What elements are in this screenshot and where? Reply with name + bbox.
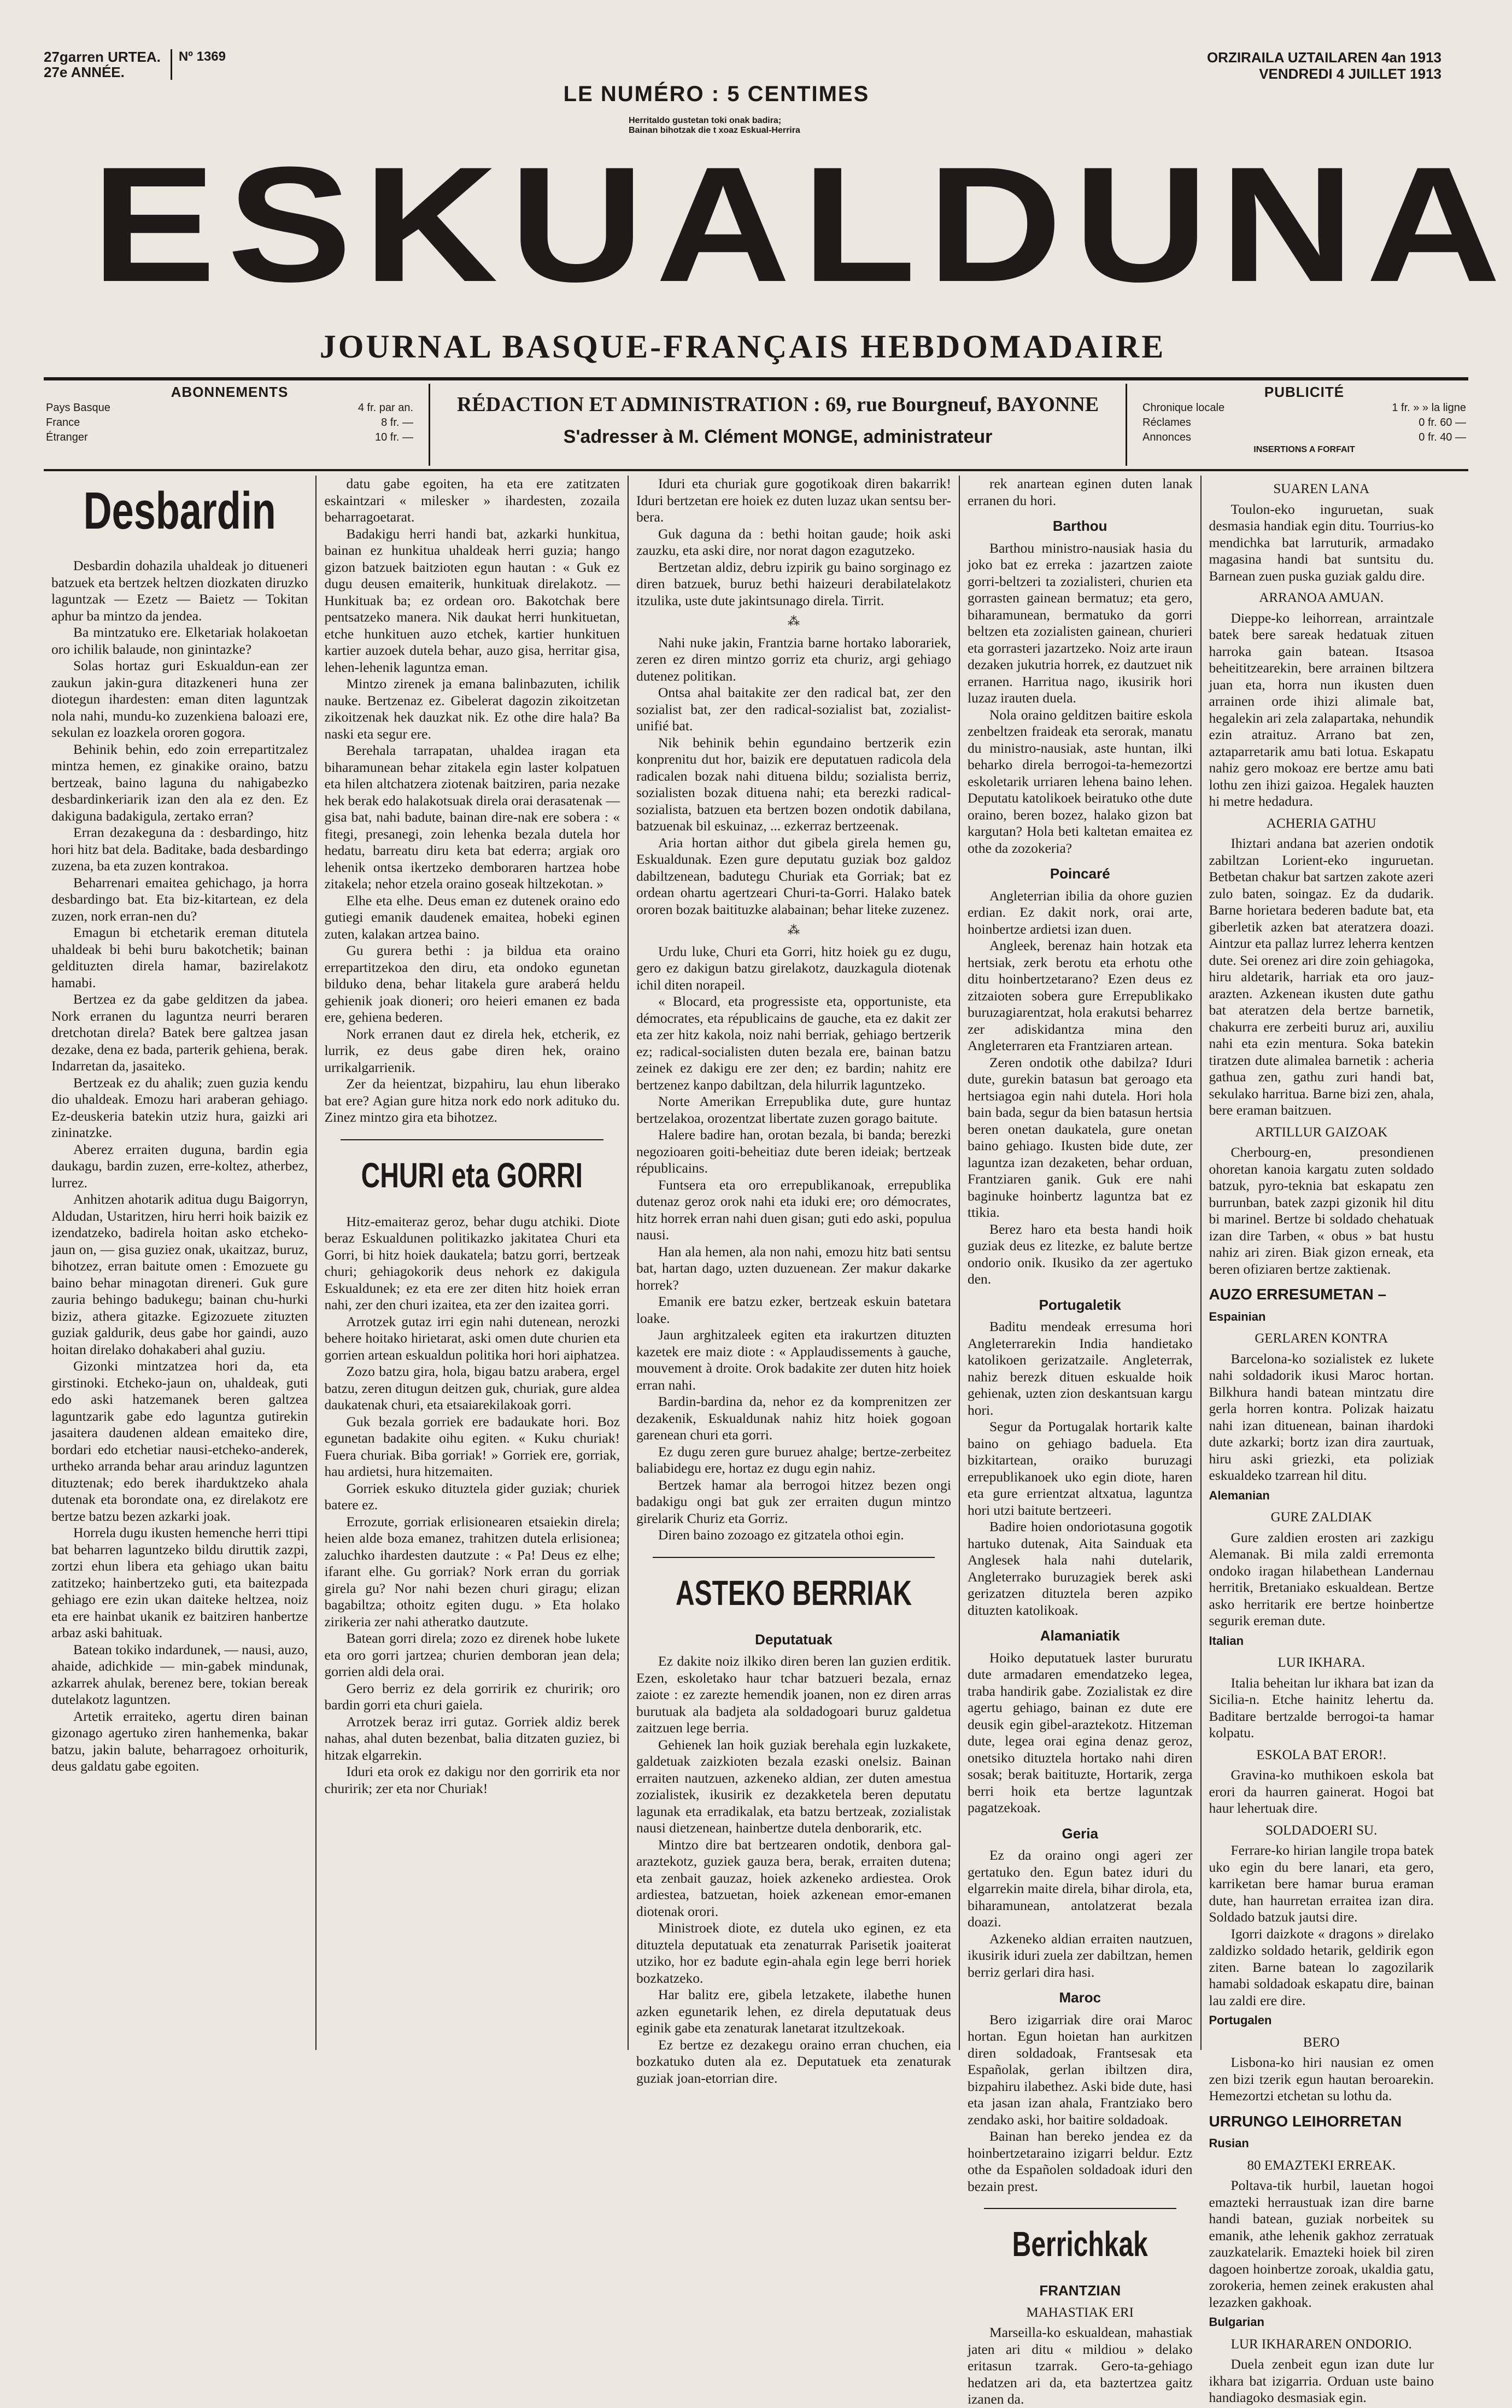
info-bar	[44, 384, 1468, 466]
paragraph: Berez haro eta besta handi hoik guziak deus ez litezke, ez balute bertze ondorio onik. Ikusiko da zer agertuko den.	[967, 1221, 1193, 1287]
article-body	[636, 635, 951, 918]
paragraph: Har balitz ere, gibela letzakete, ilabethe hunen azken egunetarik lehen, ez direla deputatuak deus eginik gabe eta zenaturak lanetarat itzultzekoak.	[636, 1987, 951, 2036]
country-label: Portugalen	[1209, 2013, 1272, 2027]
advertising-note: INSERTIONS A FORFAIT	[1253, 445, 1355, 454]
paragraph: Norte Amerikan Errepublika dute, gure huntaz bertzelakoa, orozentzat libertate zuzen gorago baitute.	[636, 1093, 951, 1126]
paragraph: Diren baino zozoago ez gitzatela othoi egin.	[658, 1527, 904, 1543]
country-label: Espainian	[1209, 1309, 1266, 1323]
paragraph: « Blocard, eta progressiste eta, opportuniste, eta démocrates, eta républicains de gauche, eta ez dakit zer eta zer hitz kakola, noiz nahi berriak, gehiago bertzerik ez; radical-socialisten duten bezala ere, bainan batzu zeinek ez dakigu ere zer den; ez bardin; nahitz ere bertzenez kanpo dabiltzan, dela hilurrik laguntzeko.	[636, 993, 951, 1093]
news-items	[1209, 481, 1434, 2406]
paragraph: Bero izigarriak dire orai Maroc hortan. Egun hoietan han aurkitzen diren soldadoak, Frantsesak eta Españolak, gerlan ibiltzen dira, bizpahiru ilabethez. Aski bide dute, hasi eta jasan izan ahala, Frantziako bero zendako aski, hor baitire soldadoak.	[967, 2011, 1193, 2128]
advertising-box	[1140, 384, 1468, 466]
price: LE NUMÉRO : 5 CENTIMES	[563, 82, 870, 106]
item-title: GERLAREN KONTRA	[1255, 1331, 1388, 1346]
masthead-title: ESKUALDUNA	[91, 132, 1512, 316]
paragraph: Gizonki mintzatzea hori da, eta girstinoki. Etcheko-jaun on, uhaldeak, guti edo aski hatzemanek beren galtzea laguntzarik gabe edo laguntza gutirekin jasaitera daudenen aldean emaiteko dire, bordari edo etchetiar nausi-etcheko-anderek, urtheko arranda behar arau arinduz laguntzen dituztenak; edo berek iharduktzeko ahala dutenak eta borondate ona, ez direlakotz ere bertze batzu bezen azkarki joak.	[51, 1358, 308, 1524]
paragraph: Nork erranen daut ez direla hek, etcherik, ez lurrik, ez deus gabe diren hek, oraino urrikalgarrienik.	[324, 1026, 620, 1075]
top-bar	[44, 49, 1441, 109]
paragraph: Italia beheitan lur ikhara bat izan da Sicilia-n. Etche hainitz lehertu da. Baditare bertzalde berrogoi-ta hamar kolpatu.	[1209, 1674, 1434, 1741]
paragraph: Ez bertze ez dezakegu oraino erran chuchen, eia bozkatuko duten ala ez. Deputatuek eta zenaturak guziak joan-etorrian dire.	[636, 2036, 951, 2086]
paragraph: Errozute, gorriak erlisionearen etsaiekin direla; heien alde boza emanez, trahitzen dutela erlisionea; zaluchko ihardesten dautzute : « Pa! Deus ez elhe; ifarant elhe. Gu gorriak? Nork erran du gorriak girela gu? Nor nahi bezen churi giragu; elizan bagabiltza; othoitz egiten dugu. » Eta holako zirikeria zer nahi atheratko dautzute.	[324, 1513, 620, 1630]
article-body	[968, 2324, 1193, 2408]
paragraph: Nik behinik behin egundaino bertzerik ezin konprenitu dut hor, baizik ere deputatuen radicola dela radicalen bozak nahi dituena bildu; sozialista berriz, sozialisten bozak dituena nahi; eta berezki radical-sozialista, batzuen eta bertzen bozen ondotik dabilana, batzuenak bil eskuinaz, ... ezkerraz bertzeenak.	[636, 734, 951, 834]
paragraph: Guk daguna da : bethi hoitan gaude; hoik aski zauzku, eta aski dire, nor norat dagon ezagutzeko.	[636, 525, 951, 558]
paragraph: Ez dugu zeren gure buruez ahalge; bertze-zerbeitez baliabidegu ere, hortaz ez dugu egin nahiz.	[636, 1443, 951, 1476]
paragraph: Hoiko deputatuek laster bururatu dute armadaren emendatzeko legea, traba handirik gabe. Zozialistak ez dire agertu gehiago, bainan ez dute ere deusik egin gibel-araztekotz. Hitzeman dute, legea orai egina denaz geroz, onetsiko dituztela hortako nahi diren sosak; berak baitituzte, Hortarik, zerga berri hoik eta bertze laguntzak pagatzekoak.	[967, 1649, 1193, 1815]
paragraph: datu gabe egoiten, ha eta ere zatitzaten eskaintzari « milesker » ihardesten, zozaila beharragoetarat.	[324, 476, 620, 525]
article-body	[636, 476, 951, 609]
paragraph: Funtsera eta oro errepublikanoak, errepublika dutenaz geroz orok nahi eta iduki ere; oro démocrates, hitz horrek erran nahi duen gisan; guti edo aski, populua nausi.	[636, 1176, 951, 1243]
paragraph: Berehala tarrapatan, uhaldea iragan eta biharamunean behar zitakela egin laster kolpatuen eta hilen altchatzera ziotenak baitziren, paria nezake hek berak edo halakotsuak direla orai derasatenak — gisa bat, nahi badute, bainan dire-nak ere sobera : « fitegi, presanegi, zoin lehenka bezala dutela hor hedatu, barreatu diru keta bat ederra; argiak oro lehenik ontsa ikertzeko demboraren hartzea hobe zitakela; nehor etzela oraino goseak hiltzekotan. »	[324, 742, 620, 892]
paragraph: Jaun arghitzaleek egiten eta irakurtzen dituzten kazetek ere maiz diote : « Applaudissements à gauche, mouvement à droite. Orok badakite zer duten hitz hoiek erran nahi.	[636, 1327, 951, 1393]
paragraph: Bainan han bereko jendea ez da hoinbertzetaraino izigarri beldur. Eztz othe da Españolen soldadoak iduri den bezain prest.	[967, 2128, 1193, 2194]
section-subheading: AUZO ERRESUMETAN –	[1209, 1286, 1387, 1303]
paragraph: Gero berriz ez dela gorririk ez churirik; oro bardin gorri eta churi gaiela.	[324, 1680, 620, 1713]
paragraph: Angleek, berenaz hain hotzak eta hertsiak, zerk berotu eta erhotu othe ditu hoinbertzetarano? Ezen deus ez zitzaioten sobera gure Errepublikako buruzagiarentzat, hola erakutsi beharrez zer adiskidantza mina den Angleterraren eta Frantziaren artean.	[967, 938, 1193, 1053]
paragraph: Arrotzek beraz irri gutaz. Gorriek aldiz berek nahas, ahal duten bezenbat, balia ditzaten guziez, bi hitzak elgarrekin.	[324, 1713, 620, 1763]
article-body	[968, 1650, 1193, 1817]
item-title: SOLDADOERI SU.	[1265, 1823, 1378, 1838]
paragraph: Aria hortan aithor dut gibela girela hemen gu, Eskualdunak. Ezen gure deputatu guziak boz galdoz dabiltzenean, badutegu Churiak eta Gorriak; bat ez ordean ohartu agertzeari Churi-ta-Gorri. Halako batek ororen bozak baitituzke alabainan; behar liteke zuzenez.	[636, 834, 951, 917]
subscription-row: France 8 fr. —	[46, 417, 413, 429]
paragraph: Urdu luke, Churi eta Gorri, hitz hoiek gu ez dugu, gero ez dakigun batzu girelakotz, dauzkagula diotenak ichil diten norapeil.	[636, 943, 951, 993]
issue-date	[1207, 49, 1441, 82]
article-heading: CHURI eta GORRI	[361, 1155, 583, 1195]
country-label: Rusian	[1209, 2136, 1249, 2150]
paragraph: Barcelona-ko sozialistek ez lukete nahi soldadorik ikusi Maroc hortan. Bilkhura handi batean mintzatu dire gerla horren kontra. Polizak haizatu nahi izan dituenean, bainan ihardoki dute azkarki; bortz izan dira zaurtuak, hiru aski griezki, eta poliziak eskualdeko tzarrean hil ditu.	[1209, 1350, 1434, 1483]
paragraph: Elhe eta elhe. Deus eman ez dutenek oraino edo gutiegi emanik daudenek emaitea, hobeki eginen zuten, kalakan artzea baino.	[324, 892, 620, 942]
redaction-contact: S'adresser à M. Clément MONGE, administrateur	[563, 426, 993, 447]
article-heading: Berrichkak	[1012, 2224, 1148, 2264]
item-title: ACHERIA GATHU	[1266, 816, 1376, 831]
issue-number: Nº 1369	[171, 49, 226, 80]
paragraph: Solas hortaz guri Eskualdun-ean zer zaukun jakin-gura ditazkeneri huna zer diotegun ihardesten: eman diten laguntzak nola nahi, mundu-ko zuzenkiena baloazi ere, sekulan ez loazkela ororen gogora.	[51, 658, 308, 740]
paragraph: Ez da oraino ongi ageri zer gertatuko den. Egun batez iduri du elgarrekin maite direla, bihar dirola, eta, biharamunean, antolatzerat bezala doazi.	[967, 1847, 1193, 1930]
section-subheading: Alamaniatik	[1040, 1627, 1120, 1644]
column-3	[629, 476, 960, 2086]
item-title: LUR IKHARAREN ONDORIO.	[1230, 2336, 1412, 2352]
paragraph: Duela zenbeit egun izan dute lur ikhara bat izigarria. Orduan uste baino handiagoko desmasiak egin.	[1209, 2356, 1434, 2405]
section-subheading: Poincaré	[1050, 865, 1110, 882]
year-basque: 27garren URTEA.	[44, 49, 161, 65]
paragraph: Batean tokiko indardunek, — nausi, auzo, ahaide, adichkide — min-gabek mindunak, azkarrek ahulak, berenez bere, tokian bereak dutelakotz laguntzen.	[51, 1641, 308, 1707]
article-separator	[653, 1557, 935, 1558]
paragraph: Baditu mendeak erresuma hori Angleterrarekin India handietako katolikoen gerizatzaile. Angleterrak, nahiz berezk dituen eskualde hoik gehienak, uzten zion deskantsuan kargu hori.	[967, 1319, 1193, 1418]
item-title: MAHASTIAK ERI	[1026, 2305, 1134, 2320]
item-title: ARRANOA AMUAN.	[1259, 590, 1384, 605]
article-body	[324, 1214, 620, 1797]
paragraph: Badire hoien ondoriotasuna gogotik hartuko dutenak, Aita Sainduak eta Anglesek hala nahi dutelarik, Angleterrako buruzagiek berek aski gerizatzen dituztela beren azpiko dituzten katolikoak.	[967, 1519, 1193, 1618]
paragraph: Gehienek lan hoik guziak berehala egin luzkakete, galdetuak zaizkioten bezala ezaski onelsiz. Bainan erraiten nautzuen, azkeneko aldian, zer duten amestua zozialistek, ikusirik ez dezakketela beren deputatu lagunak eta erradikalak, eta batzu bertzeak, zozialistak nausi dietzenean, hainbertze dutela denborarik, etc.	[636, 1736, 951, 1836]
article-body	[968, 1847, 1193, 1981]
column-1	[44, 476, 317, 2050]
paragraph: Ferrare-ko hirian langile tropa batek uko egin du bere lanari, eta gero, karriketan bere hamar burua eraman dute, han haurretan erraitea izan dira. Soldado batzuk jautsi dire.	[1209, 1842, 1434, 1925]
paragraph: Ontsa ahal baitakite zer den radical bat, zer den sozialist bat, zer den radical-sozialist bat, zozialist-unifié bat.	[636, 684, 951, 734]
item-title: 80 EMAZTEKI ERREAK.	[1247, 2158, 1396, 2173]
column-2	[317, 476, 629, 2050]
country-label: Bulgarian	[1209, 2315, 1264, 2329]
advertising-row: Chronique locale 1 fr. » » la ligne	[1142, 402, 1466, 414]
article-body	[968, 1319, 1193, 1619]
redaction-address: RÉDACTION ET ADMINISTRATION : 69, rue Bourgneuf, BAYONNE	[456, 393, 1099, 416]
item-title: GURE ZALDIAK	[1270, 1510, 1372, 1525]
section-subheading: Geria	[1062, 1825, 1098, 1842]
article-heading: ASTEKO BERRIAK	[675, 1573, 912, 1613]
paragraph: Ez dakite noiz ilkiko diren beren lan guzien erditik. Ezen, eskoletako haur tchar batzueri bezala, ernaz zaiote : ez zarezte hemendik joanen, non ez diren arras burutuak ala badjeta ala soldadogoari buruz galdetua zaitzuen lege berria.	[636, 1653, 951, 1736]
section-subheading: FRANTZIAN	[1039, 2282, 1121, 2299]
paragraph: Anhitzen ahotarik aditua dugu Baigorryn, Aldudan, Ustaritzen, hiru herri hoik baizik ez izendatzeko, badirela hoitan asko etcheko-jaun on, — gisa guziez onak, ukaitzaz, buruz, bihotzez, erran baitute omen : Emozuete gu baino behar minagotan direneri. Guk gure zauria behingo badukegu; bainan chu-hurki biziz, athera gitazke. Egizozuete zituzten guziak galdurik, deus gabe hor gaindi, auzo hoitan direlako dohakaberi ahal guziu.	[51, 1191, 308, 1357]
column-5	[1202, 476, 1442, 2405]
paragraph: Poltava-tik hurbil, lauetan hogoi emazteki herraustuak izan dire barne handi batean, guziak norbeitek su emanik, athe lehenik gakhoz zerratuak zauzkatelarik. Emazteki hoiek bil ziren dagoen hoinbertze zoroak, ukaldia gatu, zorokeria, hemen zeinek erakusten ahal lezazken gakhoak.	[1209, 2177, 1434, 2310]
paragraph: Cherbourg-en, presondienen ohoretan kanoia kargatu zuten soldado batzuk, pyro-teknia bat eskapatu zen burrunban, batek zazpi gizonik hil ditu bi marinel. Bertze bi soldado chehatuak izan dire Tarben, « obus » bat hustu nahiz ari ziren. Biak gizon erneak, eta beren ofiziaren bertze zaktienak.	[1209, 1144, 1434, 1277]
year-french: 27e ANNÉE.	[44, 64, 125, 80]
issue-info	[44, 49, 226, 80]
section-subheading: Deputatuak	[755, 1631, 833, 1648]
paragraph: Angleterrian ibilia da ohore guzien erdian. Ez dakit nork, orai arte, hoinbertze ardietsi izan duen.	[967, 887, 1193, 937]
paragraph: Mintzo zirenek ja emana balinbazuten, ichilik nauke. Bertzenaz ez. Gibelerat dagozin zikoitzetan zikoitzenak hek dauzkat nik. Ez othe dire hala? Ba naski eta segur ere.	[324, 676, 620, 742]
section-subheading: URRUNGO LEIHORRETAN	[1209, 2112, 1402, 2130]
paragraph: Bertzetan aldiz, debru izpirik gu baino sorginago ez diren batzuek, buruz bethi haizeuri derabilatelakotz itzulika, uste dute jakintsunago direla. Tirrit.	[636, 559, 951, 608]
article-separator	[984, 2208, 1176, 2209]
item-title: BERO	[1303, 2035, 1340, 2050]
paragraph: Ba mintzatuko ere. Elketariak holakoetan oro ichilik balaude, non ginintazke?	[51, 624, 308, 657]
paragraph: Iduri eta orok ez dakigu nor den gorririk eta nor churirik; zer eta nor Churiak!	[324, 1763, 620, 1796]
paragraph: Nahi nuke jakin, Frantzia barne hortako laborariek, zeren ez diren mintzo gorriz eta churiz, argi gehiago dutenez politikan.	[636, 634, 951, 684]
article-body	[968, 2012, 1193, 2195]
paragraph: Lisbona-ko hiri nausian ez omen zen bizi tzerik egun hautan beroarekin. Hemezortzi etchetan su lothu da.	[1209, 2054, 1434, 2104]
paragraph: Ministroek diote, ez dutela uko eginen, ez eta dituztela deputatuak eta zenaturrak Parisetik joaiterat utziko, hor ez badute egin-ahala egin lege berri horiek bozkatzeko.	[636, 1920, 951, 1986]
paragraph: Gravina-ko muthikoen eskola bat erori da haurren gainerat. Hogoi bat haur lehertuak dire.	[1209, 1767, 1434, 1816]
section-subheading: Maroc	[1059, 1989, 1101, 2006]
paragraph: Bardin-bardina da, nehor ez da komprenitzen zer dezakenik, Eskualdunak nahiz hitz hoiek gogoan garenean churi eta gorri.	[636, 1393, 951, 1443]
paragraph: Gu gurera bethi : ja bildua eta oraino errepartitzekoa den diru, eta ondoko egunetan bilduko dena, behar litakela gure araberá heldu gehienik joak dioneri; oro heieri emanen ez bada ere, gehiena bederen.	[324, 942, 620, 1025]
country-label: Alemanian	[1209, 1488, 1270, 1502]
paragraph: Toulon-eko inguruetan, suak desmasia handiak egin ditu. Tourrius-ko mendichka bat larruturik, armadako magasina handi bat suntsitu du. Barnean zuen puska guziak galdu dire.	[1209, 501, 1434, 584]
paragraph: Hitz-emaiteraz geroz, behar dugu atchiki. Diote beraz Eskualdunen politikazko jakitatea Churi eta Gorri, bi hitz hoiek daukatela; batzu gorri, bertzeak churi; gehiagokorik deus nehork ez dakigula Eskualdunek; ez eta ere zer diten hitz hoiek erran nahi, zer den churi izaitea, eta zer den izaitea gorri.	[324, 1213, 620, 1313]
paragraph: Artetik erraiteko, agertu diren bainan gizonago agertuko ziren hanhemenka, bakar batzu, jakin balute, beharragoez orhoiturik, deus galdatu gabe egoiten.	[51, 1708, 308, 1774]
article-body	[51, 558, 308, 1775]
country-label: Italian	[1209, 1633, 1244, 1648]
section-subheading: Portugaletik	[1039, 1296, 1121, 1313]
column-4	[960, 476, 1202, 2407]
motto-line: Bainan bihotzak die t xoaz Eskual-Herrira	[629, 126, 800, 135]
paragraph: Gorriek eskuko dituztela gider guziak; churiek batere ez.	[324, 1480, 620, 1513]
article-body	[636, 944, 951, 1544]
date-french: VENDREDI 4 JUILLET 1913	[1259, 66, 1441, 82]
subscriptions-title: ABONNEMENTS	[171, 384, 289, 400]
article-body	[968, 476, 1193, 509]
article-heading: Desbardin	[83, 482, 276, 540]
advertising-title: PUBLICITÉ	[1264, 384, 1345, 400]
paragraph: Iduri eta churiak gure gogotikoak diren bakarrik! Iduri bertzetan ere hoiek ez duten luzaz ukan sentsu ber-bera.	[636, 476, 951, 525]
paragraph: Aberez erraiten duguna, bardin egia daukagu, bardin zuzen, erre-koltez, atherbez, lurrez.	[51, 1141, 308, 1191]
paragraph: Mintzo dire bat bertzearen ondotik, denbora gal-araztekotz, guziek gauza bera, berak, erraiten dutena; eta zenbait gauzaz, hoiek azkeneko ardiestea. Orok ardiestea, batzuetan, hoiek azkenean emor-emanen diotenak orori.	[636, 1836, 951, 1919]
paragraph: Erran dezakeguna da : desbardingo, hitz hori hitz bat dela. Baditake, bada desbardingo zuzena, ba eta zuzen kontrakoa.	[51, 824, 308, 874]
article-separator	[341, 1139, 603, 1140]
section-subheading: Barthou	[1052, 518, 1107, 534]
paragraph: Zeren ondotik othe dabilza? Iduri dute, gurekin batasun bat geroago eta hertsiagoa egin nahi dutela. Hori hola bain bada, segur da bien batasun hertsia beren onetan daukatela, gure onetan baino gehiago. Ikusten bide dute, zer laguntza izan dezaketen, behar orduan, Frantziaren ganik. Guk ere nahi baginuke hoinbertz laguntza bat ez ttikia.	[967, 1054, 1193, 1220]
subscriptions-box	[44, 384, 415, 466]
motto-line: Herritaldo gustetan toki onak badira;	[629, 116, 782, 125]
date-basque: ORZIRAILA UZTAILAREN 4an 1913	[1206, 49, 1441, 66]
paragraph: Emanik ere batzu ezker, bertzeak eskuin batetara loake.	[636, 1293, 951, 1326]
paragraph: Emagun bi etchetarik ereman ditutela uhaldeak bi behi buru bakotchetik; bainan geldituzten direla hamar, bazirelakotz hamabi.	[51, 924, 308, 991]
paragraph: Segur da Portugalak hortarik kalte baino on gehiago baduela. Eta bizkitartean, oraiko buruzagi errepublikanoek uko egin diote, haren eta gure errientzat altxatua, laguntza hori utzi baitute bertzeeri.	[967, 1419, 1193, 1518]
paragraph: Behinik behin, edo zoin errepartitzalez mintza hemen, ez ginakike oraino, batzu bertzeak, baino laguna du nahigabezko desbardinkeriarik izan den ala ez den. Ez dakiguna badakigula, zertako erran?	[51, 741, 308, 824]
paragraph: Batean gorri direla; zozo ez direnek hobe lukete eta oro gorri jartzea; churien demboran jean dela; gorrien aldi dela orai.	[324, 1630, 620, 1679]
item-title: ARTILLUR GAIZOAK	[1255, 1124, 1388, 1140]
paragraph: Arrotzek gutaz irri egin nahi dutenean, nerozki behere hoitako hirietarat, aski omen dute churien eta gorrien artean eskualdun politika hori hori aiphatzea.	[324, 1313, 620, 1363]
paragraph: Zozo batzu gira, hola, bigau batzu arabera, ergel batzu, zeren ditugun deitzen guk, churiak, gure aldea daukatenak churi, eta etsaiarekilakoak gorri.	[324, 1363, 620, 1413]
paragraph: Guk bezala gorriek ere badaukate hori. Boz egunetan badakite oihu egiten. « Kuku churiak! Fuera churiak. Biba gorriak! » Gorriek ere, gorriak, hau ardietsi, hura hitzemaiten.	[324, 1413, 620, 1479]
paragraph: Beharrenari emaitea gehichago, ja horra desbardingo bat. Eta biz-kitartean, ez dela zuzen, nork erran-nen du?	[51, 874, 308, 924]
paragraph: Marseilla-ko eskualdean, mahastiak jaten ari ditu « mildiou » delako eritasun tzarrak. Gero-ta-gehiago hedatzen ari da, eta baztertzea gaitz izanen da.	[967, 2324, 1193, 2407]
subscription-row: Pays Basque 4 fr. par an.	[46, 402, 413, 414]
subscription-row: Étranger 10 fr. —	[46, 431, 413, 443]
article-body	[324, 476, 620, 1126]
masthead-subtitle: JOURNAL BASQUE-FRANÇAIS HEBDOMADAIRE	[319, 329, 1166, 365]
advertising-row: Réclames 0 fr. 60 —	[1142, 417, 1466, 429]
item-title: SUAREN LANA	[1273, 482, 1370, 496]
redaction-box	[429, 384, 1127, 466]
info-rule	[44, 469, 1468, 471]
article-body	[968, 888, 1193, 1288]
paragraph: Azkeneko aldian erraiten nautzuen, ikusirik iduri zuela zer dabiltzan, hemen berriz gerlari dira hasi.	[967, 1930, 1193, 1980]
paragraph: Nola oraino gelditzen baitire eskola zenbeltzen fraideak eta serorak, manatu du ministro-nausiak, aste huntan, ilki beharko direla berrogoi-ta-hemezortzi eskoletarik urriaren lehena baino lehen. Deputatu katolikoek beiratuko othe dute oraino, beren bozez, halako gizon bat kargutan? Hola beti kaltetan emaitea ez othe da zozokeria?	[967, 706, 1193, 856]
paragraph: Igorri daizkote « dragons » direlako zaldizko soldado hetarik, geldirik egon ziten. Barne batean lo zagozilarik hamabi soldadoak eskapatu dire, bainan lau zaldi ere dire.	[1209, 1925, 1434, 2008]
item-title: LUR IKHARA.	[1277, 1655, 1366, 1670]
paragraph: Badakigu herri handi bat, azkarki hunkitua, bainan ez hunkitua uhaldeak herri guzia; hango gizon batzuek baitzioten egun hautan : « Guk ez dugu deusen emaiterik, hunkituak direlakotz. — Hunkituak ba; ez ordean oro. Bakotchak bere pentsatzeko manera. Nik daukat herri hunkituetan, etche hunkituen auzo etchek, kartier hunkituen kartier auzoek dutela behar, auzo gisa, herritar gisa, lehen-lehenik laguntza eman.	[324, 525, 620, 675]
paragraph: Bertzek hamar ala berrogoi hitzez bezen ongi badakigu ongi bat guk zer erraiten dugun mintzo girelarik Churiz eta Gorriz.	[636, 1477, 951, 1526]
paragraph: rek anartean eginen duten lanak erranen du hori.	[967, 476, 1193, 508]
paragraph: Desbardin dohazila uhaldeak jo ditueneri batzuek eta bertzek heltzen diozkaten diruzko laguntzak — Ezetz — Baietz — Tokitan aphur ba mintzo da jendea.	[51, 558, 308, 624]
article-body	[968, 540, 1193, 857]
paragraph: Gure zaldien erosten ari zazkigu Alemanak. Bi mila zaldi erremonta ondoko iragan hilabethean Landernau herritik, Bretaniako eskualdean. Bertze asko herritarik ere bertze hoinbertze segurik ereman dute.	[1209, 1529, 1434, 1628]
paragraph: Dieppe-ko leihorrean, arraintzale batek bere sareak hedatuak zituen harroka gain batean. Itsasoa beheititzearekin, bere arrainen biltzera juan eta, horra nun ikusten duen arrainen orde ihizi alimale bat, hegalekin ari zela zalapartaka, nehundik ezin atraituz. Arrano bat zen, aztaparretarik amu bati lotua. Eskapatu nahiz gero mokoaz ere bertze amu bati lothu zen ihizi gaizoa. Hegalek hauzten hi metre hedadura.	[1209, 610, 1434, 809]
paragraph: Horrela dugu ikusten hemenche herri ttipi bat beharren laguntzeko bildu diruttik zazpi, zortzi ehun libera eta gehiago ukan baitu zatitzeko; hainbertzeko guti, eta baitezpada gehiago ere ezin ukan daiteke heltzea, noiz eta ere hainbat ukanik ez baitziren hanbertze arbaz aski bahituak.	[51, 1525, 308, 1641]
paragraph: Zer da heientzat, bizpahiru, lau ehun liberako bat ere? Agian gure hitza nork edo nork adituko du. Zinez mintzo gira eta bihotzez.	[324, 1076, 620, 1125]
section-stars: ⁂	[787, 923, 800, 937]
paragraph: Bertzea ez da gabe gelditzen da jabea. Nork erranen du laguntza neurri beraren dretchotan direla? Batek bere galtzea jasan dezake, dena ez bada, parterik gehiena, berak. Indarretan da, jasaiteko.	[51, 991, 308, 1074]
paragraph: Ihiztari andana bat azerien ondotik zabiltzan Lorient-eko inguruetan. Betbetan chakur bat sartzen zakote azeri zulo baten, soingaz. Ez da dudarik. Barne horietara bederen badute bat, eta giberletik azken bat ateratzera doazi. Aintzur eta pallaz lurrez leherra kentzen dute. Sei orenez ari dire zoin gehiagoka, hiru aldetarik, harriak eta oro jauz-arazten. Azkenean ikusten dute gathu bat ateratzen dela bertze barnetik, chakurra ere zerbeiti buruz ari, auxiliu nahi eta ezin mentura. Soka batekin tiratzen dute alimalea barnetik : acheria gathua zen, gathu zuri handi bat, sekulako harritua. Barne bizi zen, ahala, bere eraman baitzuen.	[1209, 835, 1434, 1118]
section-stars: ⁂	[787, 614, 800, 628]
header-rule	[44, 377, 1468, 380]
paragraph: Bertzeak ez du ahalik; zuen guzia kendu dio uhaldeak. Emozu hari araberan gehiago. Ez-deuskeria batekin utziz hura, gaizki ari zininatzke.	[51, 1074, 308, 1140]
advertising-row: Annonces 0 fr. 40 —	[1142, 431, 1466, 443]
paragraph: Halere badire han, orotan bezala, bi banda; berezki negozioaren goiti-beheitiaz dute beren ideiak; bertzeak républicains.	[636, 1127, 951, 1176]
article-body	[636, 1653, 951, 2087]
paragraph: Barthou ministro-nausiak hasia du joko bat ez erreka : jazartzen zaiote gorri-beltzeri ta zozialisteri, churien eta gorrasten gainean bermatuz; eta gero, biharamunean, bermatuko da gorri beltzen eta zozialisten gainean, churieri eta gorrasteri jazartzeko. Noiz arte iraun dezaken jukutria horrek, ez dautzuet nik erranen. Harritua nago, ikusirik hori luzaz irauten duela.	[967, 540, 1193, 706]
paragraph: Han ala hemen, ala non nahi, emozu hitz bati sentsu bat, hartan dago, uzten duzuenean. Zer makur dakarke horrek?	[636, 1243, 951, 1293]
item-title: ESKOLA BAT EROR!.	[1256, 1747, 1387, 1762]
columns	[44, 476, 1441, 2407]
